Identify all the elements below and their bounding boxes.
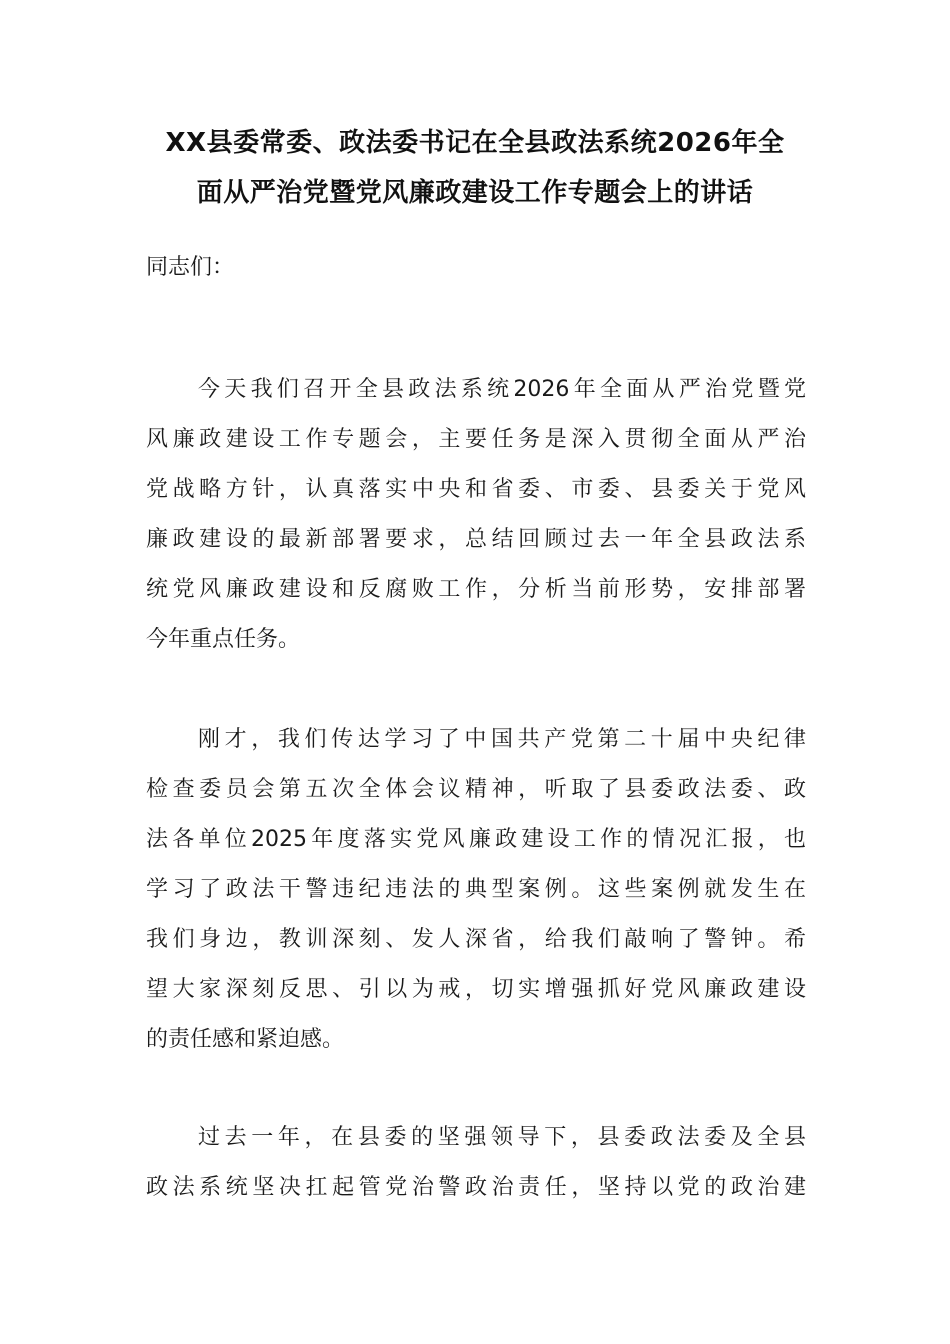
paragraph-line: 学习了政法干警违纪违法的典型案例。这些案例就发生在 [146, 877, 806, 902]
document-title [130, 118, 820, 218]
paragraph-line: 望大家深刻反思、引以为戒，切实增强抓好党风廉政建设 [146, 977, 806, 1002]
paragraph-line: 检查委员会第五次全体会议精神，听取了县委政法委、政 [146, 777, 806, 802]
paragraph-line: 的责任感和紧迫感。 [146, 1027, 345, 1052]
salutation: 同志们： [146, 255, 235, 280]
title-line-2: 面从严治党暨党风廉政建设工作专题会上的讲话 [196, 178, 754, 208]
paragraph-line: 今年重点任务。 [146, 627, 301, 652]
paragraph-line: 我们身边，教训深刻、发人深省，给我们敲响了警钟。希 [146, 927, 806, 952]
paragraph-review [146, 715, 806, 1065]
paragraph-line: 党战略方针，认真落实中央和省委、市委、县委关于党风 [146, 477, 806, 502]
paragraph-line: 政法系统坚决扛起管党治警政治责任，坚持以党的政治建 [146, 1175, 806, 1200]
paragraph-line: 今天我们召开全县政法系统2026年全面从严治党暨党 [198, 377, 806, 402]
paragraph-line: 风廉政建设工作专题会，主要任务是深入贯彻全面从严治 [146, 427, 806, 452]
title-line-1: XX县委常委、政法委书记在全县政法系统2026年全 [165, 128, 785, 158]
paragraph-line: 廉政建设的最新部署要求，总结回顾过去一年全县政法系 [146, 527, 806, 552]
paragraph-line: 刚才，我们传达学习了中国共产党第二十届中央纪律 [198, 727, 806, 752]
paragraph-line: 统党风廉政建设和反腐败工作，分析当前形势，安排部署 [146, 577, 806, 602]
paragraph-opening [146, 365, 806, 665]
paragraph-line: 过去一年，在县委的坚强领导下，县委政法委及全县 [198, 1125, 806, 1150]
paragraph-past-year [146, 1113, 806, 1213]
paragraph-line: 法各单位2025年度落实党风廉政建设工作的情况汇报，也 [146, 827, 806, 852]
